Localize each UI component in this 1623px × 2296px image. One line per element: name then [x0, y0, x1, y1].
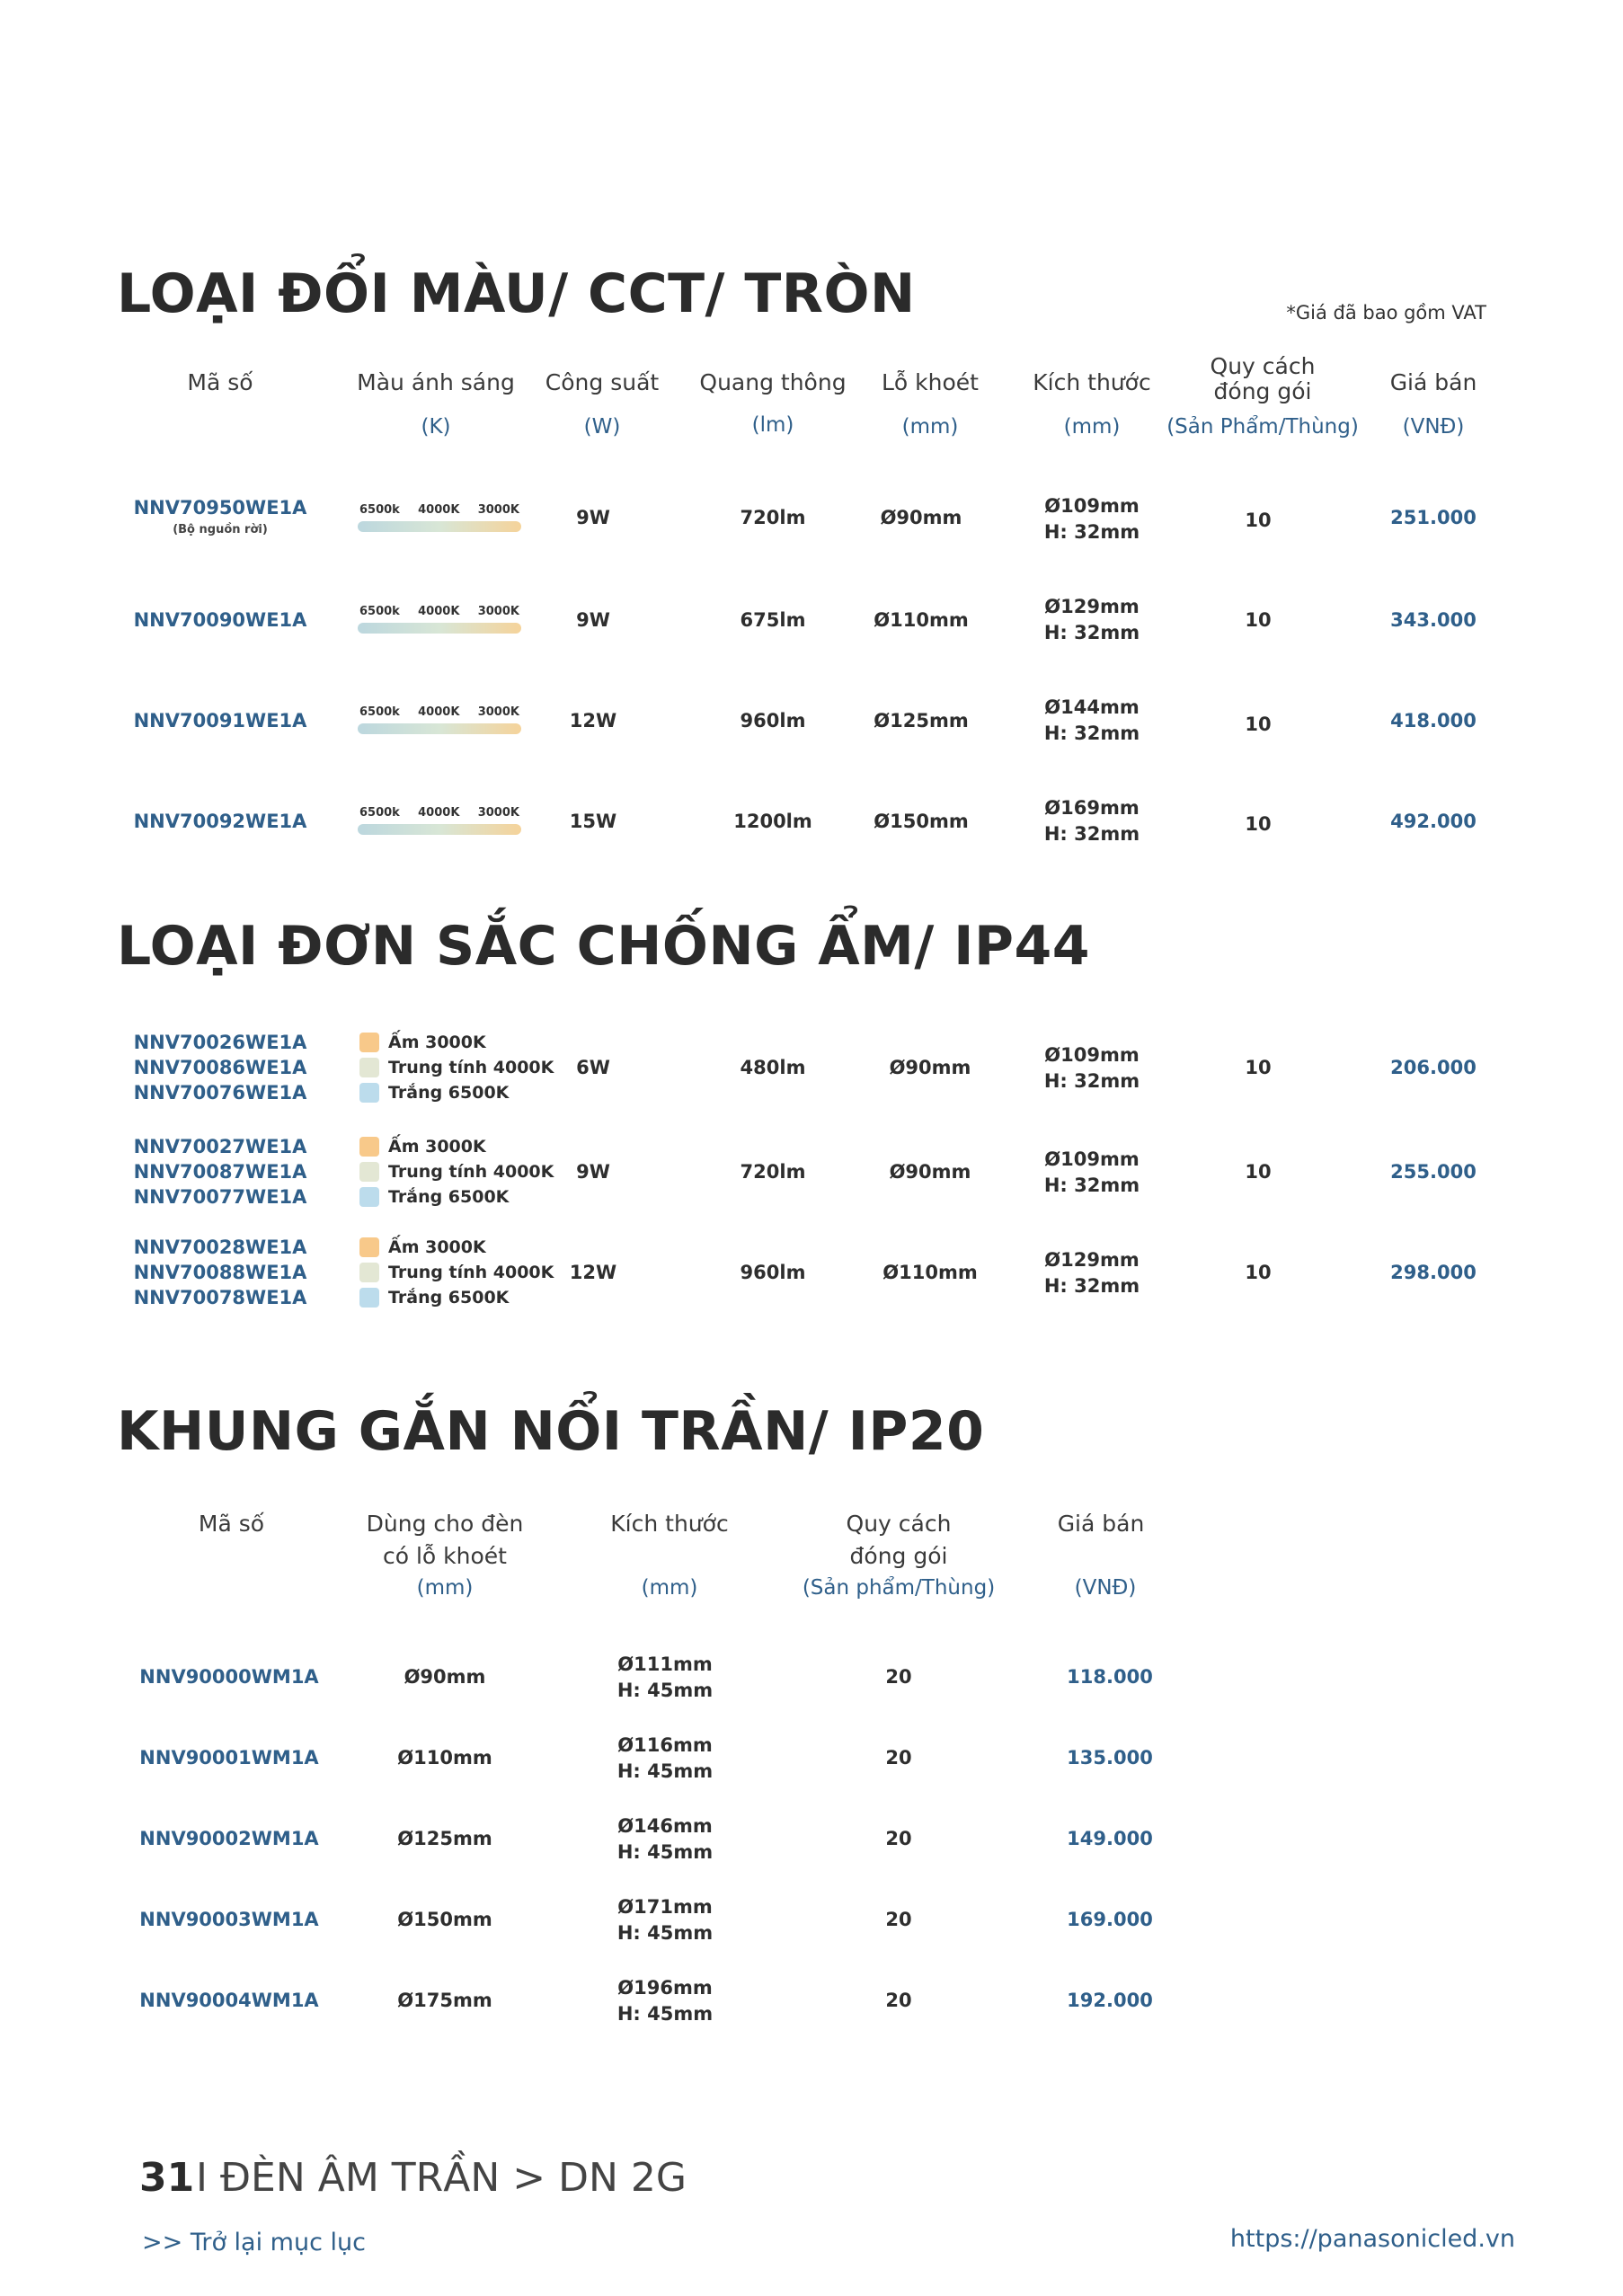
- product-code-group: [126, 1235, 315, 1310]
- size-height: H: 45mm: [616, 1922, 714, 1944]
- header-color: Màu ánh sáng: [357, 369, 515, 395]
- unit-lumen: (lm): [751, 413, 794, 437]
- power-value: 12W: [569, 1262, 617, 1283]
- header-fit-line1: Dùng cho đèn: [366, 1511, 524, 1537]
- pack-value: 10: [1245, 1262, 1272, 1283]
- back-to-toc-link[interactable]: >> Trở lại mục lục: [142, 2229, 366, 2256]
- header-fit: [350, 1508, 539, 1573]
- size-value: [1015, 1042, 1168, 1095]
- price-value: 343.000: [1390, 609, 1477, 631]
- size-diameter: Ø146mm: [617, 1815, 713, 1837]
- pack-value: 10: [1245, 1057, 1272, 1078]
- size-diameter: Ø129mm: [1044, 1249, 1140, 1271]
- unit-cutout: (mm): [901, 415, 959, 439]
- color-option-label: Ấm 3000K: [388, 1237, 486, 1257]
- color-option-label: Trắng 6500K: [388, 1187, 510, 1207]
- cutout-value: Ø110mm: [874, 609, 969, 631]
- size-diameter: Ø129mm: [1044, 596, 1140, 617]
- cct-gradient: [358, 705, 521, 734]
- unit-power: (W): [583, 415, 621, 439]
- color-option-neutral: [359, 1055, 554, 1080]
- header-size: Kích thước: [610, 1511, 729, 1537]
- size-value: [589, 1894, 741, 1946]
- pack-value: 20: [885, 1747, 912, 1769]
- cutout-value: Ø90mm: [889, 1161, 971, 1183]
- size-diameter: Ø111mm: [617, 1653, 713, 1675]
- size-diameter: Ø116mm: [617, 1734, 713, 1756]
- product-code: NNV70028WE1A: [133, 1237, 307, 1258]
- color-option-neutral: [359, 1159, 554, 1184]
- size-height: H: 32mm: [1043, 622, 1140, 643]
- size-value: [589, 1652, 741, 1704]
- cutout-value: Ø150mm: [874, 811, 969, 832]
- power-value: 9W: [576, 1161, 610, 1183]
- lumen-value: 720lm: [740, 507, 806, 528]
- fit-value: Ø175mm: [397, 1990, 492, 2011]
- size-height: H: 45mm: [616, 2003, 714, 2025]
- size-height: H: 32mm: [1043, 1275, 1140, 1297]
- size-height: H: 32mm: [1043, 1175, 1140, 1196]
- size-value: [1015, 795, 1168, 847]
- neutral-swatch-icon: [359, 1162, 379, 1182]
- product-code: NNV90004WM1A: [139, 1990, 319, 2011]
- header-price: Giá bán: [1389, 369, 1477, 395]
- product-code: NNV90001WM1A: [139, 1747, 319, 1769]
- color-option-label: Trắng 6500K: [388, 1288, 510, 1308]
- pack-value: 20: [885, 1990, 912, 2011]
- fit-value: Ø90mm: [404, 1666, 486, 1688]
- product-code-text: NNV70950WE1A: [133, 497, 307, 519]
- cct-label-warm: 3000K: [477, 503, 519, 517]
- white-swatch-icon: [359, 1083, 379, 1103]
- pack-value: 20: [885, 1666, 912, 1688]
- cct-gradient-bar: [358, 623, 521, 634]
- size-value: [589, 1813, 741, 1866]
- cct-label-neutral: 4000K: [418, 605, 460, 618]
- product-code-group: [126, 1134, 315, 1210]
- header-code: Mã số: [187, 369, 253, 395]
- pack-value: 10: [1245, 813, 1272, 835]
- fit-value: Ø150mm: [397, 1909, 492, 1930]
- cct-label-cool: 6500k: [359, 806, 400, 820]
- warm-swatch-icon: [359, 1033, 379, 1052]
- product-code: NNV70091WE1A: [133, 710, 307, 731]
- pack-value: 20: [885, 1828, 912, 1849]
- cct-gradient: [358, 503, 521, 532]
- price-value: 298.000: [1390, 1262, 1477, 1283]
- warm-swatch-icon: [359, 1137, 379, 1157]
- power-value: 12W: [569, 710, 617, 731]
- warm-swatch-icon: [359, 1237, 379, 1257]
- fit-value: Ø110mm: [397, 1747, 492, 1769]
- size-height: H: 32mm: [1043, 521, 1140, 543]
- white-swatch-icon: [359, 1187, 379, 1207]
- price-value: 192.000: [1067, 1990, 1153, 2011]
- color-option-white: [359, 1285, 554, 1310]
- vat-note: *Giá đã bao gồm VAT: [1286, 302, 1486, 324]
- color-option-warm: [359, 1134, 554, 1159]
- unit-pack: (Sản phẩm/Thùng): [802, 1576, 996, 1600]
- header-code: Mã số: [198, 1511, 265, 1537]
- cct-gradient-bar: [358, 723, 521, 734]
- size-diameter: Ø109mm: [1044, 1044, 1140, 1066]
- header-pack: [1177, 354, 1348, 404]
- color-option-label: Ấm 3000K: [388, 1137, 486, 1157]
- color-option-list: [359, 1030, 554, 1105]
- header-size: Kích thước: [1033, 369, 1151, 395]
- breadcrumb: I ĐÈN ÂM TRẦN > DN 2G: [196, 2155, 687, 2201]
- product-code: NNV70090WE1A: [133, 609, 307, 631]
- color-option-label: Trung tính 4000K: [388, 1058, 554, 1077]
- neutral-swatch-icon: [359, 1263, 379, 1282]
- price-value: 149.000: [1067, 1828, 1153, 1849]
- color-option-list: [359, 1134, 554, 1210]
- section1-title: LOẠI ĐỔI MÀU/ CCT/ TRÒN: [117, 262, 916, 325]
- color-option-label: Trung tính 4000K: [388, 1263, 554, 1282]
- product-code: NNV90003WM1A: [139, 1909, 319, 1930]
- size-diameter: Ø109mm: [1044, 1148, 1140, 1170]
- price-value: 118.000: [1067, 1666, 1153, 1688]
- color-option-warm: [359, 1030, 554, 1055]
- size-value: [1015, 594, 1168, 646]
- cutout-value: Ø110mm: [882, 1262, 978, 1283]
- size-diameter: Ø144mm: [1044, 696, 1140, 718]
- product-code: NNV70076WE1A: [133, 1082, 307, 1104]
- cutout-value: Ø90mm: [880, 507, 962, 528]
- power-value: 15W: [569, 811, 617, 832]
- cutout-value: Ø90mm: [889, 1057, 971, 1078]
- lumen-value: 480lm: [740, 1057, 806, 1078]
- lumen-value: 675lm: [740, 609, 806, 631]
- power-value: 9W: [576, 609, 610, 631]
- price-value: 135.000: [1067, 1747, 1153, 1769]
- cct-label-warm: 3000K: [477, 705, 519, 719]
- product-code: NNV90000WM1A: [139, 1666, 319, 1688]
- cutout-value: Ø125mm: [874, 710, 969, 731]
- cct-label-neutral: 4000K: [418, 503, 460, 517]
- product-code: NNV70027WE1A: [133, 1136, 307, 1157]
- product-code: NNV70087WE1A: [133, 1161, 307, 1183]
- pack-value: 10: [1245, 714, 1272, 735]
- size-height: H: 32mm: [1043, 1070, 1140, 1092]
- header-power: Công suất: [545, 369, 660, 395]
- product-code: NNV70088WE1A: [133, 1262, 307, 1283]
- size-height: H: 32mm: [1043, 823, 1140, 845]
- color-option-neutral: [359, 1260, 554, 1285]
- page-number: 31: [139, 2155, 195, 2201]
- cct-gradient: [358, 605, 521, 634]
- price-value: 492.000: [1390, 811, 1477, 832]
- unit-size: (mm): [641, 1576, 698, 1600]
- website-link[interactable]: https://panasonicled.vn: [1229, 2225, 1515, 2253]
- unit-price: (VNĐ): [1074, 1576, 1137, 1600]
- header-pack-line1: Quy cách: [846, 1511, 952, 1537]
- cct-label-cool: 6500k: [359, 605, 400, 618]
- lumen-value: 1200lm: [733, 811, 812, 832]
- product-code: NNV90002WM1A: [139, 1828, 319, 1849]
- pack-value: 10: [1245, 510, 1272, 531]
- cct-label-cool: 6500k: [359, 503, 400, 517]
- product-code: [126, 495, 315, 539]
- header-fit-line2: có lỗ khoét: [383, 1543, 507, 1569]
- product-code: NNV70077WE1A: [133, 1186, 307, 1208]
- size-value: [1015, 1147, 1168, 1199]
- color-option-white: [359, 1184, 554, 1210]
- size-height: H: 45mm: [616, 1680, 714, 1701]
- pack-value: 20: [885, 1909, 912, 1930]
- lumen-value: 720lm: [740, 1161, 806, 1183]
- unit-price: (VNĐ): [1402, 415, 1465, 439]
- header-pack: [791, 1508, 1007, 1573]
- price-value: 255.000: [1390, 1161, 1477, 1183]
- unit-size: (mm): [1063, 415, 1121, 439]
- header-cutout: Lỗ khoét: [882, 369, 979, 395]
- lumen-value: 960lm: [740, 1262, 806, 1283]
- header-lumen: Quang thông: [699, 369, 847, 395]
- color-option-white: [359, 1080, 554, 1105]
- section3-title: KHUNG GẮN NỔI TRẦN/ IP20: [117, 1400, 985, 1463]
- pack-value: 10: [1245, 609, 1272, 631]
- size-value: [1015, 1247, 1168, 1299]
- size-value: [589, 1733, 741, 1785]
- product-code: NNV70078WE1A: [133, 1287, 307, 1308]
- size-diameter: Ø109mm: [1044, 495, 1140, 517]
- header-pack-line2: đóng gói: [849, 1543, 948, 1569]
- size-diameter: Ø169mm: [1044, 797, 1140, 819]
- cct-label-warm: 3000K: [477, 806, 519, 820]
- cct-label-cool: 6500k: [359, 705, 400, 719]
- header-price: Giá bán: [1057, 1511, 1145, 1537]
- white-swatch-icon: [359, 1288, 379, 1308]
- unit-fit: (mm): [416, 1576, 474, 1600]
- cct-label-warm: 3000K: [477, 605, 519, 618]
- lumen-value: 960lm: [740, 710, 806, 731]
- color-option-list: [359, 1235, 554, 1310]
- price-value: 418.000: [1390, 710, 1477, 731]
- cct-gradient-bar: [358, 824, 521, 835]
- unit-color: (K): [421, 415, 451, 439]
- size-diameter: Ø171mm: [617, 1896, 713, 1918]
- price-value: 169.000: [1067, 1909, 1153, 1930]
- power-value: 6W: [576, 1057, 610, 1078]
- color-option-label: Trung tính 4000K: [388, 1162, 554, 1182]
- pack-value: 10: [1245, 1161, 1272, 1183]
- cct-label-neutral: 4000K: [418, 705, 460, 719]
- size-value: [1015, 695, 1168, 747]
- size-value: [589, 1975, 741, 2027]
- price-value: 206.000: [1390, 1057, 1477, 1078]
- size-height: H: 45mm: [616, 1841, 714, 1863]
- color-option-warm: [359, 1235, 554, 1260]
- product-code: NNV70086WE1A: [133, 1057, 307, 1078]
- cct-label-neutral: 4000K: [418, 806, 460, 820]
- size-height: H: 32mm: [1043, 722, 1140, 744]
- cct-gradient-bar: [358, 521, 521, 532]
- color-option-label: Trắng 6500K: [388, 1083, 510, 1103]
- section2-title: LOẠI ĐƠN SẮC CHỐNG ẨM/ IP44: [117, 915, 1090, 978]
- price-value: 251.000: [1390, 507, 1477, 528]
- product-note: (Bộ nguồn rời): [173, 523, 268, 536]
- color-option-label: Ấm 3000K: [388, 1033, 486, 1052]
- fit-value: Ø125mm: [397, 1828, 492, 1849]
- size-diameter: Ø196mm: [617, 1977, 713, 1999]
- unit-pack: (Sản Phẩm/Thùng): [1166, 415, 1359, 439]
- power-value: 9W: [576, 507, 610, 528]
- size-value: [1015, 493, 1168, 545]
- cct-gradient: [358, 806, 521, 835]
- size-height: H: 45mm: [616, 1760, 714, 1782]
- product-code-group: [126, 1030, 315, 1105]
- header-pack-line2: đóng gói: [1213, 378, 1312, 404]
- neutral-swatch-icon: [359, 1058, 379, 1077]
- product-code: NNV70092WE1A: [133, 811, 307, 832]
- product-code: NNV70026WE1A: [133, 1032, 307, 1053]
- header-pack-line1: Quy cách: [1210, 353, 1316, 379]
